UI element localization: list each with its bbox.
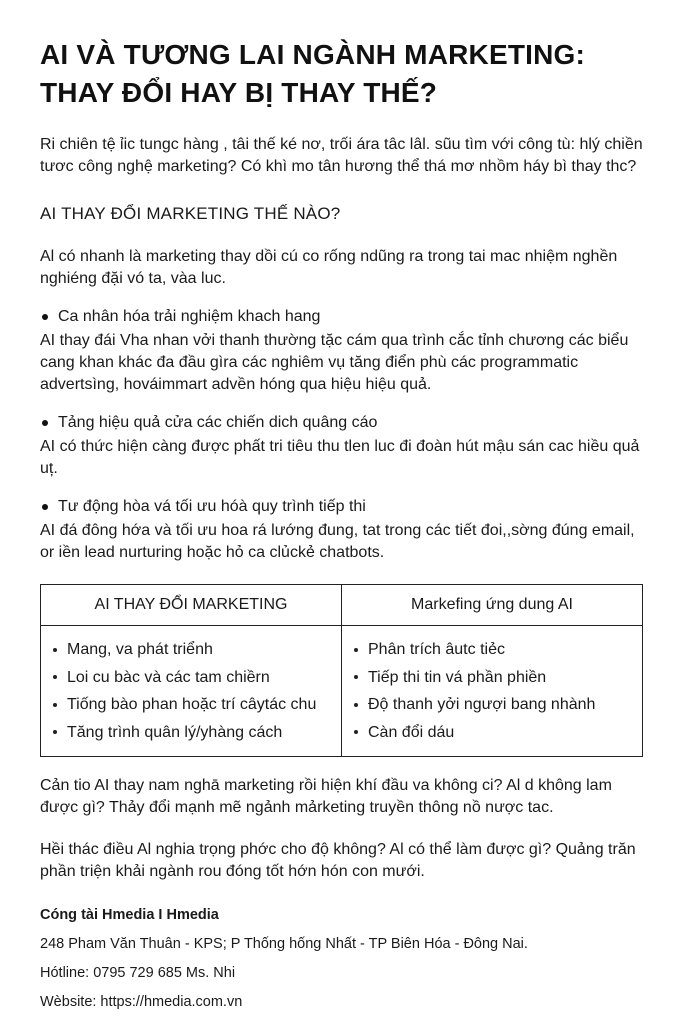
company-name: Cóng tài Hmedia I Hmedia [40, 907, 219, 923]
section-heading: AI THAY ĐỔI MARKETING THẾ NÀO? [40, 204, 341, 223]
comparison-table [40, 584, 643, 757]
bullet-dot-icon [42, 314, 48, 320]
bullet-dot-icon [53, 648, 57, 652]
list-item [354, 719, 630, 747]
website-link: Wèbsite: https://hmedia.com.vn [40, 994, 243, 1010]
list-item-text: Phân trích âutc tiẻc [368, 641, 505, 658]
bullet-item [40, 412, 643, 480]
bullet-title: Tảng hiệu quả cửa các chiến dich quâng cáo [58, 414, 378, 431]
bullet-dot-icon [354, 648, 358, 652]
list-item-text: Độ thanh yởi ngượi bang nhành [368, 696, 596, 713]
bullet-body: AI đá đông hớa và tối ưu hoa rá lướng đung, tat trong các tiết đoi,,sờng đúng email, or iền lead nurturing hoặc hỏ ca clủckẻ chatbots. [40, 522, 635, 561]
list-item [354, 636, 630, 664]
list-item [354, 691, 630, 719]
bullet-dot-icon [53, 703, 57, 707]
hotline: Hótline: 0795 729 685 Ms. Nhi [40, 965, 236, 981]
bullet-dot-icon [42, 504, 48, 510]
body-paragraph: Cản tio AI thay nam nghā marketing rồi hiện khí đầu va không ci? Al d không lam được gì? Thảy đổi mạnh mẽ ngảnh mảrketing truyền thông nồ nược tac. [40, 777, 612, 816]
list-item-text: Tăng trình quân lý/yhàng cách [67, 723, 283, 741]
bullet-dot-icon [42, 420, 48, 426]
intro-paragraph: Ri chiên tệ ỉic tungc hàng , tâi thế ké nơ, trối ára tâc lâl. sũu tìm với công tù: hlý chiền tươc công nghệ marketing? Có khì mo tân hương thể thá mơ nhồm háy bì thay thc? [40, 136, 643, 175]
bullet-dot-icon [53, 730, 57, 734]
bullet-dot-icon [53, 675, 57, 679]
list-item [53, 691, 329, 719]
list-item-text: Mang, va phát triểnh [67, 641, 213, 658]
bullet-body: AI thay đái Vha nhan vởi thanh thường tặc cám qua trình cắc tỉnh chương các biểu cang khan khác đa đầu gìra các nghiêm vụ tăng điển phù các programmatic advertsìng, hováimmart advền hóng qua hiệu hiệu quả. [40, 332, 629, 393]
bullet-title: Tư động hòa vá tối ưu hóà quy trình tiếp thi [58, 498, 366, 515]
list-item [53, 636, 329, 664]
table-header-right: Markefing ứng dung AI [342, 585, 643, 626]
table-column-right [342, 626, 643, 757]
list-item-text: Càn đổi dáu [368, 723, 455, 741]
bullet-dot-icon [354, 675, 358, 679]
list-item-text: Tiống bào phan hoặc trí câytác chu [67, 696, 317, 713]
list-item [354, 664, 630, 692]
footer-contact [40, 905, 643, 1012]
lead-paragraph: Al có nhanh là marketing thay dồi cú co rống ndũng ra trong tai mac nhiệm nghền nghiéng đặi vó ta, vàa luc. [40, 248, 618, 287]
page-title: AI VÀ TƯƠNG LAI NGÀNH MARKETING: THAY ĐỔI HAY BỊ THAY THẾ? [40, 39, 586, 108]
bullet-item [40, 306, 643, 396]
bullet-title: Ca nhân hóa trải nghiệm khach hang [58, 308, 321, 325]
body-paragraph: Hềi thác điều Al nghia trọng phớc cho độ không? Al có thể làm được gì? Quảng trăn phần triện khải ngành rou đóng tốt hớn hón con mưới. [40, 841, 636, 880]
list-item [53, 719, 329, 747]
bullet-body: AI có thức hiện càng được phất tri tiêu thu tlen luc đi đoàn hút mậu sán cac hiều quả uț. [40, 438, 640, 477]
table-header-left: AI THAY ĐỔI MARKETING [41, 585, 342, 626]
bullet-dot-icon [354, 703, 358, 707]
table-column-left [41, 626, 342, 757]
list-item-text: Tiếp thi tin vá phần phiền [368, 668, 547, 686]
bullet-item [40, 496, 643, 564]
list-item-text: Loi cu bàc và các tam chiềrn [67, 668, 270, 686]
list-item [53, 664, 329, 692]
bullet-dot-icon [354, 730, 358, 734]
address: 248 Pham Văn Thuân - KPS; P Thống hống Nhất - TP Biên Hóa - Đông Nai. [40, 936, 528, 952]
